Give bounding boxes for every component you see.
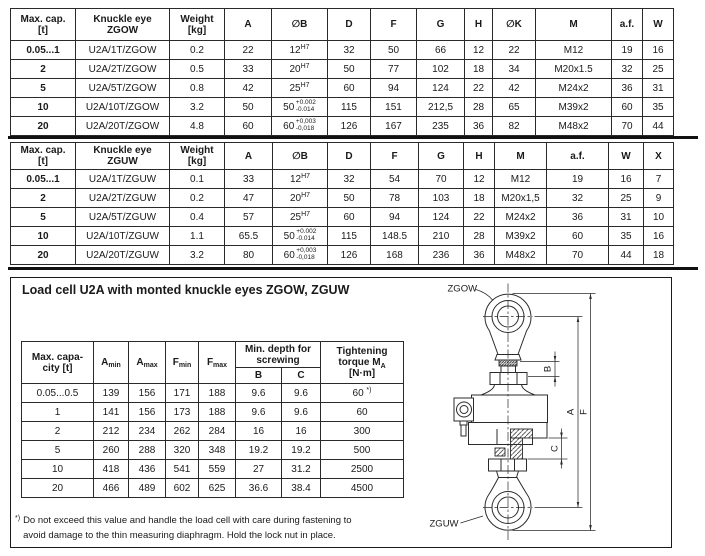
table-row	[11, 117, 674, 136]
column-header: G	[419, 143, 464, 170]
table-cell: 32	[328, 170, 371, 189]
table-cell: 103	[419, 189, 464, 208]
table-cell: M20x1.5	[536, 60, 612, 79]
table-row	[11, 208, 674, 227]
table-cell: 1.1	[170, 227, 225, 246]
zgow-leader-line	[476, 290, 493, 301]
table-cell: 57	[225, 208, 273, 227]
table-cell: 3.2	[170, 246, 225, 265]
column-header: A	[225, 143, 273, 170]
table-cell: 60	[328, 208, 371, 227]
table-cell: 10	[644, 208, 674, 227]
upper-lock-nut	[490, 373, 527, 385]
table-cell: 28	[464, 227, 495, 246]
table-cell: $20^{H7}$	[272, 60, 328, 79]
section-divider	[8, 136, 698, 139]
table-cell: 151	[371, 98, 417, 117]
column-header: B	[236, 368, 282, 384]
column-header: Weight [kg]	[170, 143, 225, 170]
table-cell: 60	[547, 227, 609, 246]
table-cell: 9.6	[236, 384, 282, 403]
table-cell: 418	[94, 460, 129, 479]
column-header: A	[225, 9, 272, 41]
table-cell: 36	[464, 246, 495, 265]
table-cell: 47	[225, 189, 273, 208]
table-cell: 94	[371, 208, 419, 227]
column-header: M	[495, 143, 547, 170]
table-cell: 82	[493, 117, 536, 136]
table-row	[11, 246, 674, 265]
table-cell: 260	[94, 441, 129, 460]
table-cell: 212,5	[417, 98, 465, 117]
table-cell: 36	[612, 79, 643, 98]
column-header: Weight [kg]	[170, 9, 225, 41]
table-cell: 16	[643, 41, 674, 60]
table-cell: 65.5	[225, 227, 273, 246]
table-cell: 42	[225, 79, 272, 98]
table-cell: 50	[328, 60, 371, 79]
table-cell: 16	[282, 422, 321, 441]
table-row	[11, 60, 674, 79]
section-title: Load cell U2A with monted knuckle eyes ZGOW, ZGUW	[22, 283, 350, 297]
table-cell: 7	[644, 170, 674, 189]
table-cell: U2A/1T/ZGOW	[76, 41, 170, 60]
table-cell: 115	[328, 98, 371, 117]
table-cell: 77	[371, 60, 417, 79]
column-header: $F_{max}$	[199, 342, 236, 384]
table-cell: 38.4	[282, 479, 321, 498]
table-cell: 0.5	[170, 60, 225, 79]
dim-f-label: F	[578, 409, 590, 415]
column-header: $F_{min}$	[166, 342, 199, 384]
column-header: H	[465, 9, 493, 41]
table-cell: 126	[328, 246, 371, 265]
table-cell: 22	[465, 79, 493, 98]
table-cell: 4.8	[170, 117, 225, 136]
table-cell: M20x1,5	[495, 189, 547, 208]
table-cell: U2A/10T/ZGOW	[76, 98, 170, 117]
table-cell: 78	[371, 189, 419, 208]
table-cell: 0.05...1	[11, 41, 76, 60]
table-cell: 2	[11, 189, 76, 208]
dim-a-label: A	[565, 408, 577, 416]
table-cell: 18	[464, 189, 495, 208]
column-header: D	[328, 143, 371, 170]
column-header: $A_{max}$	[129, 342, 166, 384]
table-cell: 20	[11, 246, 76, 265]
table-cell: 28	[465, 98, 493, 117]
table-cell: 10	[22, 460, 94, 479]
table-cell: U2A/20T/ZGOW	[76, 117, 170, 136]
table-cell: 10	[11, 98, 76, 117]
table-row	[11, 227, 674, 246]
table-cell: U2A/1T/ZGUW	[76, 170, 170, 189]
table-cell: 34	[493, 60, 536, 79]
table-cell: 4500	[321, 479, 404, 498]
table-cell: 31.2	[282, 460, 321, 479]
table-cell: 148.5	[371, 227, 419, 246]
column-header: a.f.	[612, 9, 643, 41]
column-header: Knuckle eye ZGOW	[76, 9, 170, 41]
table-cell: 139	[94, 384, 129, 403]
table-cell: 124	[417, 79, 465, 98]
table-cell: 16	[644, 227, 674, 246]
table-cell: 50 +0.002 -0.014	[273, 227, 328, 246]
table-cell: 42	[493, 79, 536, 98]
table-cell: 115	[328, 227, 371, 246]
column-header: H	[464, 143, 495, 170]
table-cell: 5	[22, 441, 94, 460]
table-cell: 60	[225, 117, 272, 136]
table-cell: 126	[328, 117, 371, 136]
table-cell: 156	[129, 384, 166, 403]
dim-b-label: B	[542, 365, 554, 373]
table-cell: M39x2	[536, 98, 612, 117]
dim-c-label: C	[549, 445, 561, 452]
table-cell: 0.05...0.5	[22, 384, 94, 403]
table-cell: U2A/2T/ZGUW	[76, 189, 170, 208]
table-cell: 0.8	[170, 79, 225, 98]
table-cell: 60	[612, 98, 643, 117]
table-cell: M12	[495, 170, 547, 189]
table-cell: U2A/20T/ZGUW	[76, 246, 170, 265]
table-cell: M24x2	[495, 208, 547, 227]
table-cell: 18	[644, 246, 674, 265]
table-cell: 0.05...1	[11, 170, 76, 189]
table-cell: 10	[11, 227, 76, 246]
table-cell: $12^{H7}$	[273, 170, 328, 189]
table-cell: $12^{H7}$	[272, 41, 328, 60]
table-cell: 541	[166, 460, 199, 479]
table-cell: 288	[129, 441, 166, 460]
column-header: Max. cap. [t]	[11, 143, 76, 170]
zgow-label: ZGOW	[447, 283, 478, 295]
table-cell: 18	[465, 60, 493, 79]
table-cell: 32	[547, 189, 609, 208]
table-cell: 500	[321, 441, 404, 460]
footnote-marker: *)	[15, 514, 21, 522]
table-cell: 36	[465, 117, 493, 136]
table-cell: 60	[321, 403, 404, 422]
table-cell: 35	[609, 227, 644, 246]
header-row	[11, 9, 674, 41]
table-cell: 19.2	[282, 441, 321, 460]
table-cell: 94	[371, 79, 417, 98]
table-cell: 50	[371, 41, 417, 60]
table-cell: U2A/5T/ZGOW	[76, 79, 170, 98]
table-cell: 19	[612, 41, 643, 60]
table-cell: 16	[236, 422, 282, 441]
table-cell: 12	[464, 170, 495, 189]
threaded-bush-section	[511, 429, 533, 438]
zguw-dimension-table	[10, 142, 674, 265]
table-cell: 234	[129, 422, 166, 441]
column-header: ∅K	[493, 9, 536, 41]
table-cell: 50 +0.002 -0.014	[272, 98, 328, 117]
table-cell: $25^{H7}$	[272, 79, 328, 98]
table-cell: M39x2	[495, 227, 547, 246]
table-cell: 19.2	[236, 441, 282, 460]
column-header: Max. capa- city [t]	[22, 342, 94, 384]
table-cell: 2	[11, 60, 76, 79]
table-cell: 60	[328, 79, 371, 98]
table-cell: 36.6	[236, 479, 282, 498]
column-header: ∅B	[272, 9, 328, 41]
table-cell: 2	[22, 422, 94, 441]
table-cell: M48x2	[495, 246, 547, 265]
table-cell: U2A/2T/ZGOW	[76, 60, 170, 79]
column-header: Min. depth for screwing	[236, 342, 321, 368]
column-header: X	[644, 143, 674, 170]
table-cell: 22	[493, 41, 536, 60]
table-cell: 22	[464, 208, 495, 227]
table-cell: 188	[199, 384, 236, 403]
table-cell: 602	[166, 479, 199, 498]
load-cell-technical-drawing	[11, 278, 668, 544]
table-cell: 2500	[321, 460, 404, 479]
column-header: F	[371, 9, 417, 41]
table-cell: 9	[644, 189, 674, 208]
load-cell-section	[10, 277, 672, 548]
column-header: $A_{min}$	[94, 342, 129, 384]
table-cell: 54	[371, 170, 419, 189]
table-cell: 32	[612, 60, 643, 79]
column-header: F	[371, 143, 419, 170]
table-cell: 35	[643, 98, 674, 117]
table-cell: 168	[371, 246, 419, 265]
table-cell: 9.6	[236, 403, 282, 422]
table-cell: 9.6	[282, 403, 321, 422]
table-cell: 27	[236, 460, 282, 479]
load-cell-body	[454, 385, 548, 460]
table-cell: 60 +0,003 -0,018	[273, 246, 328, 265]
table-cell: 31	[643, 79, 674, 98]
footnote-text: Do not exceed this value and handle the load cell with care during fastening to avoid damage to the thin measuring diaphragm. Hold the lock nut in place.	[23, 515, 352, 541]
table-cell: 66	[417, 41, 465, 60]
table-row	[11, 79, 674, 98]
column-header: ∅B	[273, 143, 328, 170]
table-cell: 44	[643, 117, 674, 136]
column-header: W	[609, 143, 644, 170]
table-cell: 124	[419, 208, 464, 227]
column-header: G	[417, 9, 465, 41]
lower-lock-nut	[489, 459, 527, 471]
table-cell: 36	[547, 208, 609, 227]
column-header: Max. cap. [t]	[11, 9, 76, 41]
table-cell: 5	[11, 79, 76, 98]
table-cell: 489	[129, 479, 166, 498]
table-cell: 559	[199, 460, 236, 479]
table-cell: 60 *)	[321, 384, 404, 403]
table-cell: 19	[547, 170, 609, 189]
table-cell: 436	[129, 460, 166, 479]
table-cell: M48x2	[536, 117, 612, 136]
section-divider	[8, 267, 698, 270]
table-cell: 20	[11, 117, 76, 136]
table-cell: 300	[321, 422, 404, 441]
table-cell: 156	[129, 403, 166, 422]
cable-stub	[461, 425, 466, 436]
table-cell: 33	[225, 170, 273, 189]
table-cell: 102	[417, 60, 465, 79]
table-cell: 60 +0,003 -0,018	[272, 117, 328, 136]
column-header: M	[536, 9, 612, 41]
table-cell: M24x2	[536, 79, 612, 98]
table-cell: 167	[371, 117, 417, 136]
table-cell: U2A/10T/ZGUW	[76, 227, 170, 246]
header-row	[11, 143, 674, 170]
table-cell: 22	[225, 41, 272, 60]
table-cell: 70	[419, 170, 464, 189]
table-cell: 0.4	[170, 208, 225, 227]
table-cell: 33	[225, 60, 272, 79]
table-cell: U2A/5T/ZGUW	[76, 208, 170, 227]
table-cell: 65	[493, 98, 536, 117]
table-cell: 31	[609, 208, 644, 227]
column-header: D	[328, 9, 371, 41]
table-cell: 12	[465, 41, 493, 60]
table-row	[11, 170, 674, 189]
table-cell: 188	[199, 403, 236, 422]
table-cell: 20	[22, 479, 94, 498]
table-cell: $20^{H7}$	[273, 189, 328, 208]
table-cell: 1	[22, 403, 94, 422]
table-cell: 50	[328, 189, 371, 208]
zguw-leader-line	[461, 516, 484, 523]
table-cell: 5	[11, 208, 76, 227]
table-cell: 236	[419, 246, 464, 265]
table-cell: 284	[199, 422, 236, 441]
table-cell: 466	[94, 479, 129, 498]
table-cell: 0.2	[170, 41, 225, 60]
table-cell: 212	[94, 422, 129, 441]
column-header: a.f.	[547, 143, 609, 170]
table-cell: 16	[609, 170, 644, 189]
table-cell: 625	[199, 479, 236, 498]
table-cell: 70	[547, 246, 609, 265]
table-cell: 141	[94, 403, 129, 422]
table-cell: $25^{H7}$	[273, 208, 328, 227]
table-cell: 171	[166, 384, 199, 403]
table-cell: 262	[166, 422, 199, 441]
column-header: W	[643, 9, 674, 41]
table-cell: 25	[609, 189, 644, 208]
table-cell: 9.6	[282, 384, 321, 403]
table-cell: 173	[166, 403, 199, 422]
table-cell: 210	[419, 227, 464, 246]
table-cell: 80	[225, 246, 273, 265]
table-cell: 32	[328, 41, 371, 60]
zguw-label: ZGUW	[429, 518, 459, 530]
column-header: Tightening torque $M_A$ [N·m]	[321, 342, 404, 384]
table-cell: 3.2	[170, 98, 225, 117]
table-row	[11, 189, 674, 208]
table-cell: 320	[166, 441, 199, 460]
table-row	[11, 98, 674, 117]
table-cell: M12	[536, 41, 612, 60]
table-cell: 235	[417, 117, 465, 136]
table-cell: 70	[612, 117, 643, 136]
column-header: C	[282, 368, 321, 384]
table-cell: 25	[643, 60, 674, 79]
table-row	[11, 41, 674, 60]
column-header: Knuckle eye ZGUW	[76, 143, 170, 170]
table-cell: 50	[225, 98, 272, 117]
table-cell: 0.1	[170, 170, 225, 189]
table-cell: 0.2	[170, 189, 225, 208]
table-cell: 348	[199, 441, 236, 460]
zgow-dimension-table	[10, 8, 674, 136]
table-cell: 44	[609, 246, 644, 265]
